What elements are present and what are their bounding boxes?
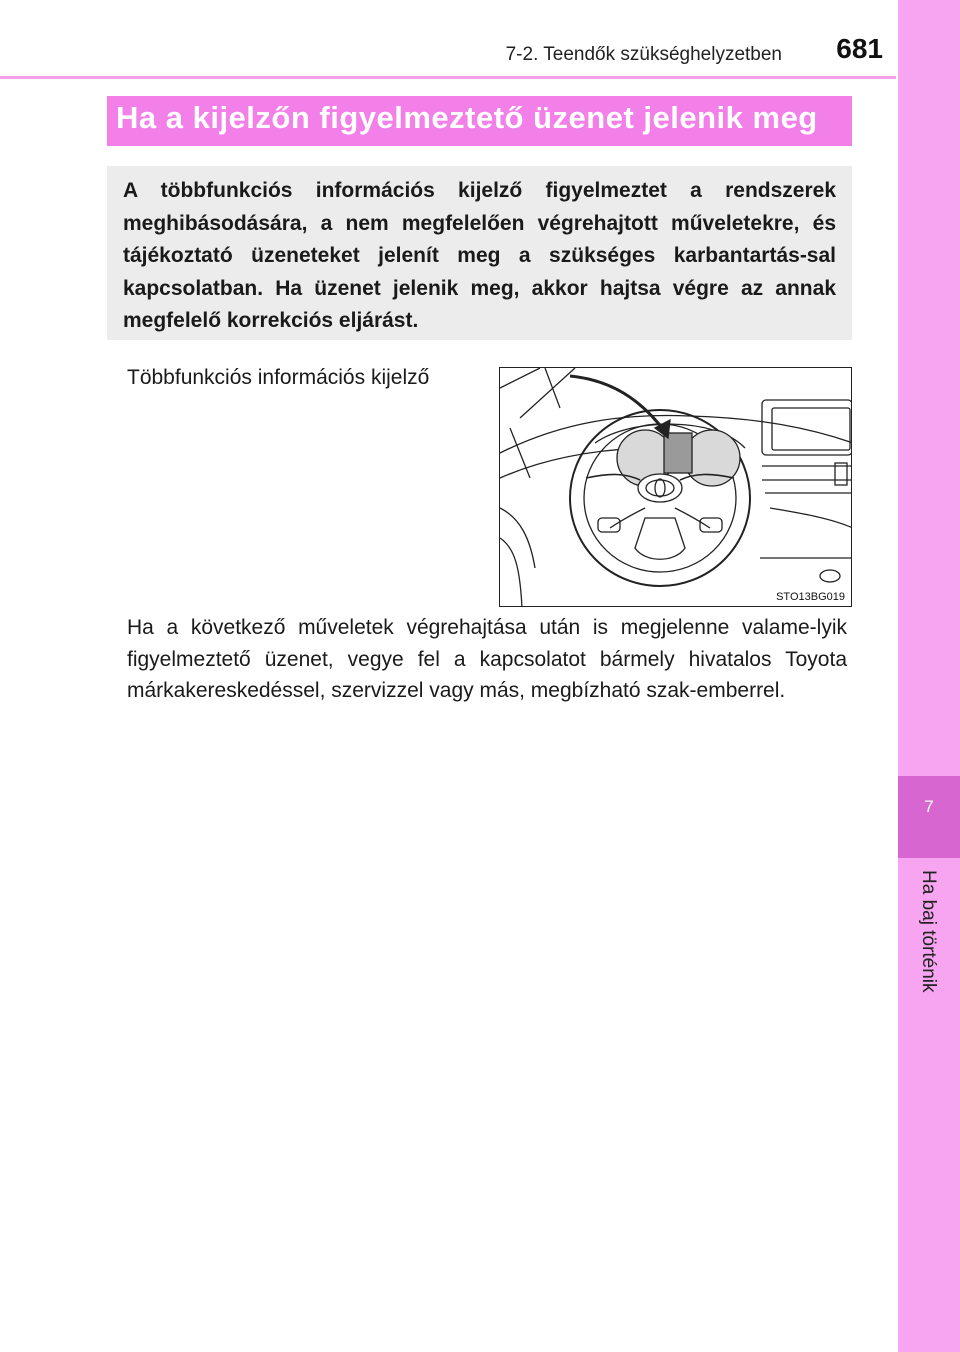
summary-text: A többfunkciós információs kijelző figyelmeztet a rendszerek meghibásodására, a nem megfelelően végrehajtott műveletekre, és tájékoztató üzeneteket jelenít meg a szükséges karbantartás-sal kapcsolatban. Ha üzenet jelenik meg, akkor hajtsa végre az annak megfelelő korrekciós eljárást. <box>123 179 836 332</box>
section-title: Ha a kijelzőn figyelmeztető üzenet jelenik meg <box>116 100 818 135</box>
chapter-number: 7 <box>924 797 934 816</box>
dashboard-illustration <box>499 367 852 607</box>
body-paragraph: Ha a következő műveletek végrehajtása után is megjelenne valame-lyik figyelmeztető üzenet, vegye fel a kapcsolatot bármely hivatalos Toyota márkakereskedéssel, szervizzel vagy más, megbízható szak-emberrel. <box>127 616 847 702</box>
figure-code: STO13BG019 <box>776 591 845 603</box>
running-head: 7-2. Teendők szükséghelyzetben <box>505 44 782 65</box>
chapter-tab-block[interactable] <box>898 776 960 858</box>
side-tab <box>898 0 960 1352</box>
chapter-title: Ha baj történik <box>918 870 939 993</box>
page-number: 681 <box>836 33 883 64</box>
header-divider <box>0 76 896 79</box>
steering-wheel-drawing <box>500 368 852 607</box>
figure-caption: Többfunkciós információs kijelző <box>127 366 430 389</box>
